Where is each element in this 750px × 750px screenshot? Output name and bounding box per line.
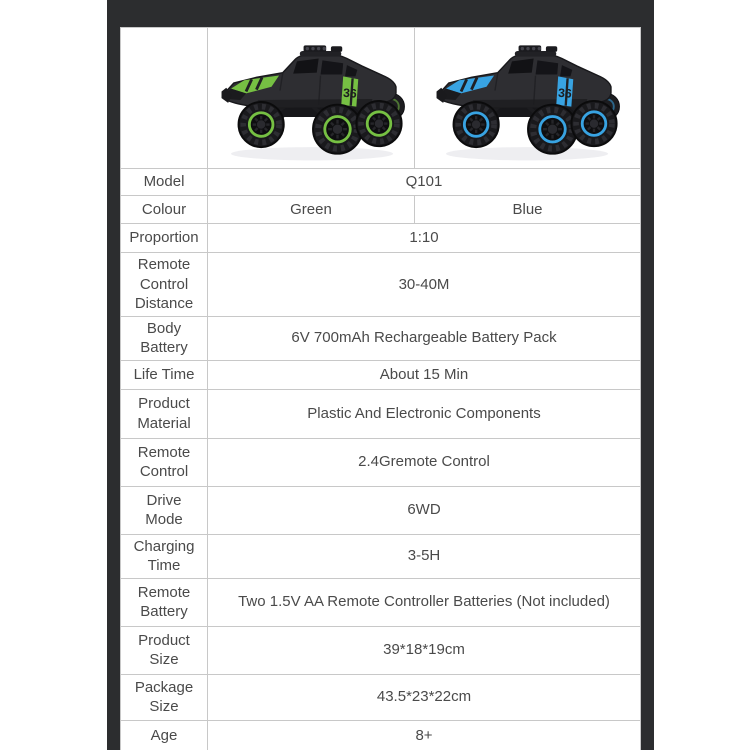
spec-value-colour-green: Green xyxy=(208,196,415,224)
spec-value-model: Q101 xyxy=(208,169,641,196)
spec-value-proportion: 1:10 xyxy=(208,224,641,253)
spec-sheet xyxy=(120,27,641,744)
spec-value-remote-control-distance: 30-40M xyxy=(208,253,641,317)
green-truck-image xyxy=(214,34,412,166)
spec-value-product-size: 39*18*19cm xyxy=(208,626,641,674)
spec-label-package-size: Package Size xyxy=(121,674,208,720)
spec-row-body-battery xyxy=(121,316,641,360)
spec-row-remote-control xyxy=(121,438,641,486)
product-sheet-frame xyxy=(107,0,654,750)
spec-row-remote-battery xyxy=(121,578,641,626)
spec-label-model: Model xyxy=(121,169,208,196)
product-image-row xyxy=(121,28,641,169)
spec-label-remote-control-distance: Remote Control Distance xyxy=(121,253,208,317)
spec-table xyxy=(120,27,641,750)
spec-value-colour-blue: Blue xyxy=(415,196,641,224)
spec-value-remote-control: 2.4Gremote Control xyxy=(208,438,641,486)
product-image-cell-blue xyxy=(415,28,641,169)
spec-label-age: Age xyxy=(121,720,208,750)
product-image-cell-green xyxy=(208,28,415,169)
spec-row-life-time xyxy=(121,360,641,389)
spec-label-body-battery: Body Battery xyxy=(121,316,208,360)
spec-value-age: 8+ xyxy=(208,720,641,750)
spec-row-proportion xyxy=(121,224,641,253)
blue-truck-decal: 36 xyxy=(557,85,572,101)
spec-row-drive-mode xyxy=(121,486,641,534)
spec-label-colour: Colour xyxy=(121,196,208,224)
spec-label-remote-control: Remote Control xyxy=(121,438,208,486)
spec-row-age xyxy=(121,720,641,750)
spec-value-drive-mode: 6WD xyxy=(208,486,641,534)
blue-truck-image xyxy=(429,34,627,166)
spec-value-body-battery: 6V 700mAh Rechargeable Battery Pack xyxy=(208,316,641,360)
spec-row-remote-control-distance xyxy=(121,253,641,317)
spec-label-remote-battery: Remote Battery xyxy=(121,578,208,626)
spec-row-model xyxy=(121,169,641,196)
spec-label-life-time: Life Time xyxy=(121,360,208,389)
spec-value-life-time: About 15 Min xyxy=(208,360,641,389)
image-row-label-cell xyxy=(121,28,208,169)
spec-label-charging-time: Charging Time xyxy=(121,534,208,578)
spec-value-remote-battery: Two 1.5V AA Remote Controller Batteries (Not included) xyxy=(208,578,641,626)
spec-value-package-size: 43.5*23*22cm xyxy=(208,674,641,720)
spec-value-charging-time: 3-5H xyxy=(208,534,641,578)
green-truck-decal: 36 xyxy=(342,85,358,101)
spec-row-package-size xyxy=(121,674,641,720)
spec-label-drive-mode: Drive Mode xyxy=(121,486,208,534)
spec-row-colour xyxy=(121,196,641,224)
spec-row-charging-time xyxy=(121,534,641,578)
spec-row-product-size xyxy=(121,626,641,674)
spec-value-product-material: Plastic And Electronic Components xyxy=(208,389,641,438)
spec-row-product-material xyxy=(121,389,641,438)
spec-label-proportion: Proportion xyxy=(121,224,208,253)
spec-label-product-material: Product Material xyxy=(121,389,208,438)
spec-label-product-size: Product Size xyxy=(121,626,208,674)
